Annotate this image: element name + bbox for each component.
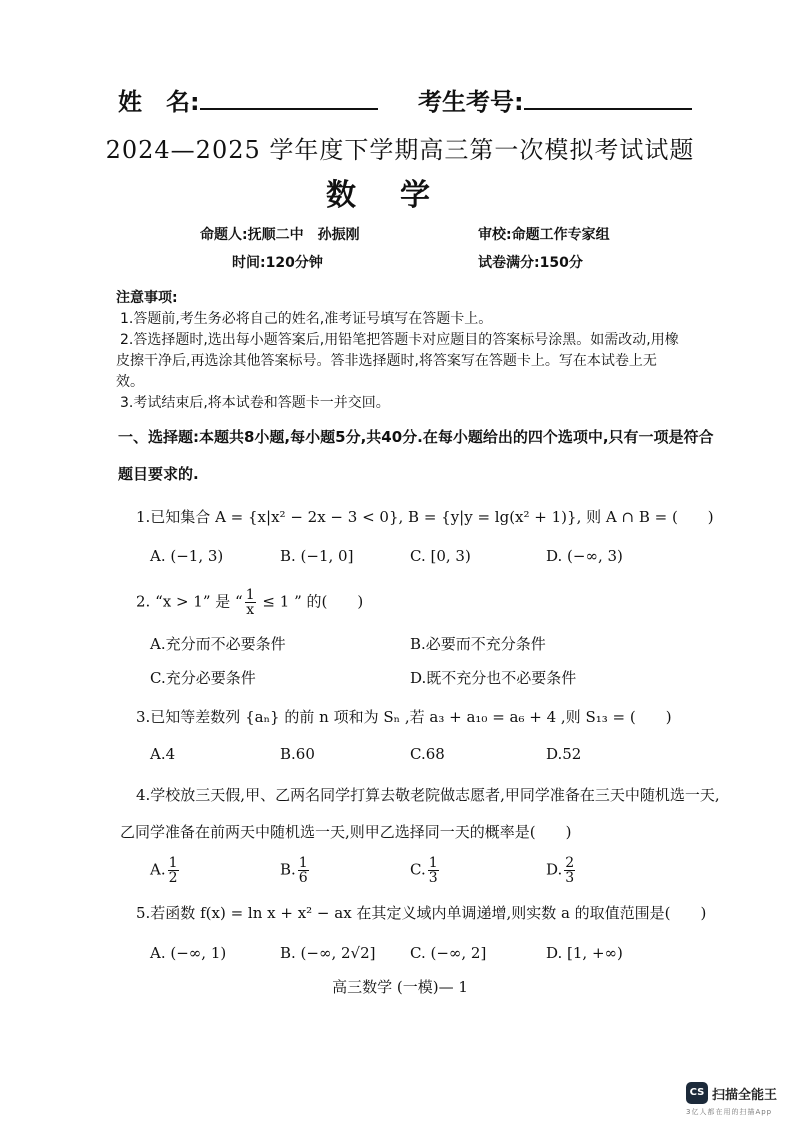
fraction-numerator: 1 — [168, 855, 178, 871]
fraction-denominator: 2 — [168, 870, 178, 886]
option-letter: C. — [410, 860, 426, 879]
name-label: 姓 名: — [118, 88, 200, 116]
exam-number-label: 考生考号: — [418, 88, 524, 116]
subject-title: 数学 — [326, 178, 474, 213]
scanner-tagline: 3亿人都在用的扫描App — [686, 1108, 773, 1116]
question-3-option-d: D.52 — [546, 745, 582, 763]
scanner-brand: 扫描全能王 — [712, 1087, 778, 1103]
option-fraction — [168, 856, 179, 885]
option-letter: D. — [546, 860, 563, 879]
exam-number-blank — [524, 88, 692, 110]
question-2-option-a: A.充分而不必要条件 — [150, 635, 286, 653]
section-heading: 一、选择题:本题共8小题,每小题5分,共40分.在每小题给出的四个选项中,只有一项是符合 — [118, 428, 714, 446]
question-5-option-c: C. (−∞, 2] — [410, 944, 487, 962]
fraction-denominator: 3 — [565, 870, 575, 886]
question-5-option-b: B. (−∞, 2√2] — [280, 944, 376, 962]
question-1-option-d: D. (−∞, 3) — [546, 547, 623, 565]
question-2-option-c: C.充分必要条件 — [150, 669, 256, 687]
question-5-option-d: D. [1, +∞) — [546, 944, 623, 962]
setter-info: 命题人:抚顺二中 孙振刚 — [200, 227, 360, 243]
reviewer-info: 审校:命题工作专家组 — [478, 227, 610, 243]
question-4-option-a — [150, 856, 181, 885]
question-2-stem-post: ≤ 1 ” 的( ) — [257, 592, 364, 611]
question-5-option-a: A. (−∞, 1) — [150, 944, 227, 962]
fraction-denominator: x — [246, 602, 255, 618]
fraction-denominator: 6 — [298, 870, 308, 886]
exam-time: 时间:120分钟 — [232, 255, 323, 271]
scanner-watermark — [686, 1082, 796, 1117]
option-letter: A. — [150, 860, 166, 879]
question-1-option-a: A. (−1, 3) — [150, 547, 224, 565]
note-item: 1.答题前,考生务必将自己的姓名,准考证号填写在答题卡上。 — [120, 311, 493, 327]
note-item: 2.答选择题时,选出每小题答案后,用铅笔把答题卡对应题目的答案标号涂黑。如需改动,用橡皮擦干净后,再选涂其他答案标号。答非选择题时,将答案写在答题卡上。写在本试卷上无效。 — [116, 332, 679, 390]
question-3-stem: 3.已知等差数列 {aₙ} 的前 n 项和为 Sₙ ,若 a₃ + a₁₀ = a₆ + 4 ,则 S₁₃ = ( ) — [136, 708, 672, 726]
question-3-option-a: A.4 — [150, 745, 176, 763]
fraction-numerator: 2 — [565, 855, 575, 871]
option-fraction — [428, 856, 439, 885]
question-4-option-c — [410, 856, 441, 885]
question-1-option-b: B. (−1, 0] — [280, 547, 354, 565]
question-4-option-d — [546, 856, 577, 885]
question-4-stem-line1: 4.学校放三天假,甲、乙两名同学打算去敬老院做志愿者,甲同学准备在三天中随机选一天, — [136, 786, 720, 804]
question-2-stem-pre: 2. “x > 1” 是 “ — [136, 592, 243, 611]
option-letter: B. — [280, 860, 296, 879]
name-field — [118, 82, 378, 117]
question-3-option-c: C.68 — [410, 745, 445, 763]
fraction-numerator: 1 — [298, 855, 308, 871]
option-fraction — [564, 856, 575, 885]
section-heading-cont: 题目要求的. — [118, 465, 199, 483]
fraction-numerator: 1 — [245, 587, 255, 603]
full-score: 试卷满分:150分 — [478, 255, 583, 271]
option-fraction — [298, 856, 309, 885]
exam-title: 2024—2025 学年度下学期高三第一次模拟考试试题 — [105, 136, 695, 164]
question-2-option-b: B.必要而不充分条件 — [410, 635, 546, 653]
fraction-denominator: 3 — [428, 870, 438, 886]
question-5-stem: 5.若函数 f(x) = ln x + x² − ax 在其定义域内单调递增,则实数 a 的取值范围是( ) — [136, 904, 707, 922]
question-4-option-b — [280, 856, 311, 885]
question-1-stem: 1.已知集合 A = {x|x² − 2x − 3 < 0}, B = {y|y = lg(x² + 1)}, 则 A ∩ B = ( ) — [136, 508, 714, 526]
question-3-option-b: B.60 — [280, 745, 315, 763]
question-1-option-c: C. [0, 3) — [410, 547, 471, 565]
question-2-fraction — [245, 588, 256, 617]
note-item: 3.考试结束后,将本试卷和答题卡一并交回。 — [120, 395, 390, 411]
notes-heading: 注意事项: — [116, 290, 178, 306]
name-blank — [200, 88, 378, 110]
question-4-stem-line2: 乙同学准备在前两天中随机选一天,则甲乙选择同一天的概率是( ) — [120, 823, 572, 841]
question-2-option-d: D.既不充分也不必要条件 — [410, 669, 577, 687]
fraction-numerator: 1 — [428, 855, 438, 871]
notes-section — [116, 288, 684, 414]
scanner-logo-icon: CS — [686, 1082, 708, 1104]
exam-number-field — [418, 82, 692, 117]
question-2-stem — [136, 588, 363, 617]
page-footer: 高三数学 (一模)— 1 — [332, 978, 468, 996]
